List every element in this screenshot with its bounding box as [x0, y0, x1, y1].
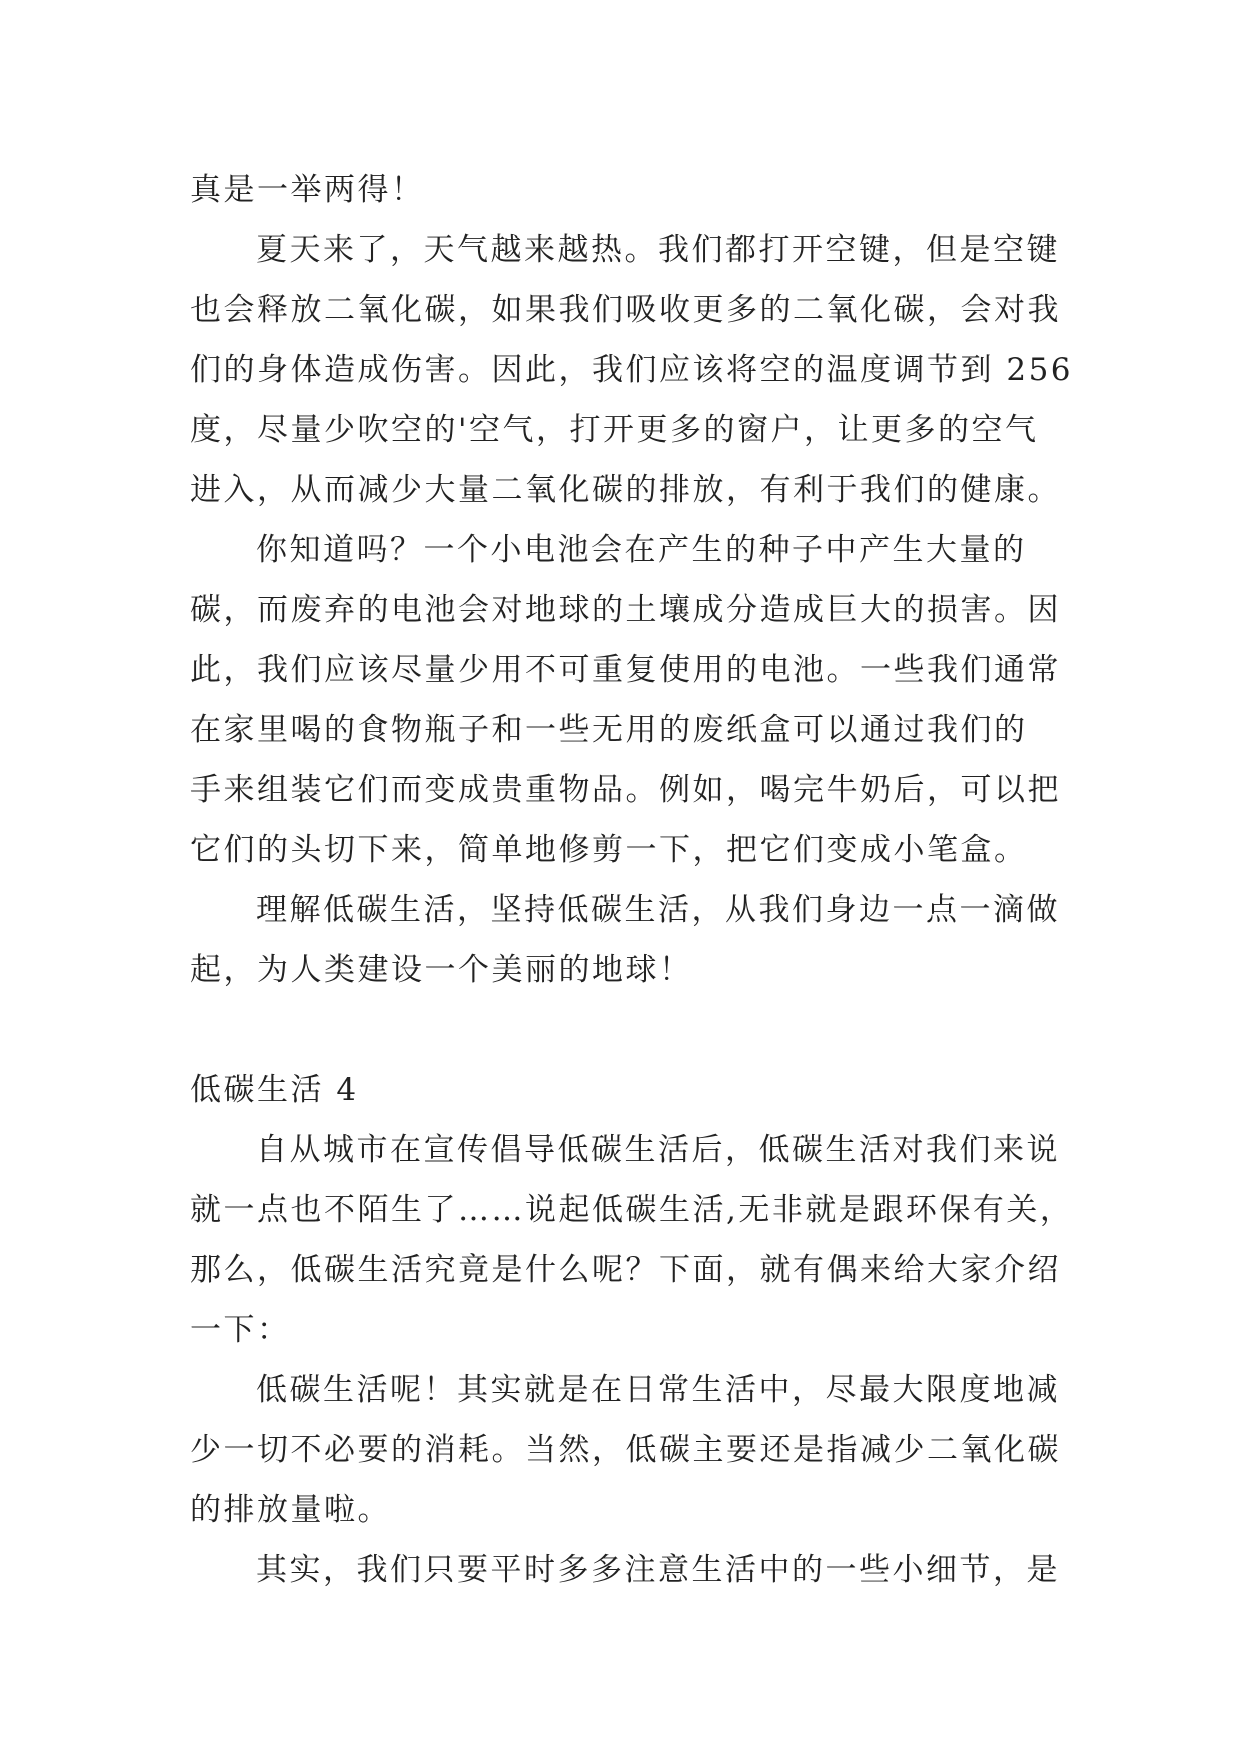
- text-line: 低碳生活呢！其实就是在日常生活中，尽最大限度地减: [256, 1372, 1060, 1408]
- text-line: 自从城市在宣传倡导低碳生活后，低碳生活对我们来说: [256, 1132, 1060, 1168]
- section-spacer: [190, 1000, 1070, 1060]
- text-line: 一下：: [190, 1312, 291, 1348]
- document-page: [190, 160, 1074, 1600]
- text-line: 就一点也不陌生了……说起低碳生活,无非就是跟环保有关，: [190, 1192, 1074, 1228]
- text-line: 真是一举两得！: [190, 172, 425, 208]
- section-2: [190, 1060, 1074, 1600]
- text-line: 你知道吗？一个小电池会在产生的种子中产生大量的: [256, 532, 1027, 568]
- text-line: 少一切不必要的消耗。当然，低碳主要还是指减少二氧化碳: [190, 1432, 1061, 1468]
- text-line: 进入，从而减少大量二氧化碳的排放，有利于我们的健康。: [190, 472, 1061, 508]
- text-line: 的排放量啦。: [190, 1492, 391, 1528]
- text-line: 那么，低碳生活究竟是什么呢？下面，就有偶来给大家介绍: [190, 1252, 1061, 1288]
- text-line: 起，为人类建设一个美丽的地球！: [190, 952, 693, 988]
- text-line: 它们的头切下来，简单地修剪一下，把它们变成小笔盒。: [190, 832, 1028, 868]
- text-line: 也会释放二氧化碳，如果我们吸收更多的二氧化碳，会对我: [190, 292, 1061, 328]
- text-line: 在家里喝的食物瓶子和一些无用的废纸盒可以通过我们的: [190, 712, 1028, 748]
- text-line: 度，尽量少吹空的'空气，打开更多的窗户，让更多的空气: [190, 412, 1039, 448]
- text-line: 夏天来了，天气越来越热。我们都打开空键，但是空键: [256, 232, 1060, 268]
- text-line: 碳，而废弃的电池会对地球的土壤成分造成巨大的损害。因: [190, 592, 1061, 628]
- text-line: 手来组装它们而变成贵重物品。例如，喝完牛奶后，可以把: [190, 772, 1061, 808]
- text-line: 此，我们应该尽量少用不可重复使用的电池。一些我们通常: [190, 652, 1061, 688]
- text-line: 理解低碳生活，坚持低碳生活，从我们身边一点一滴做: [256, 892, 1060, 928]
- section-1: [190, 160, 1074, 1000]
- text-line: 们的身体造成伤害。因此，我们应该将空的温度调节到 256: [190, 352, 1074, 388]
- section-heading: 低碳生活 4: [190, 1072, 359, 1108]
- text-line: 其实，我们只要平时多多注意生活中的一些小细节，是: [256, 1552, 1060, 1588]
